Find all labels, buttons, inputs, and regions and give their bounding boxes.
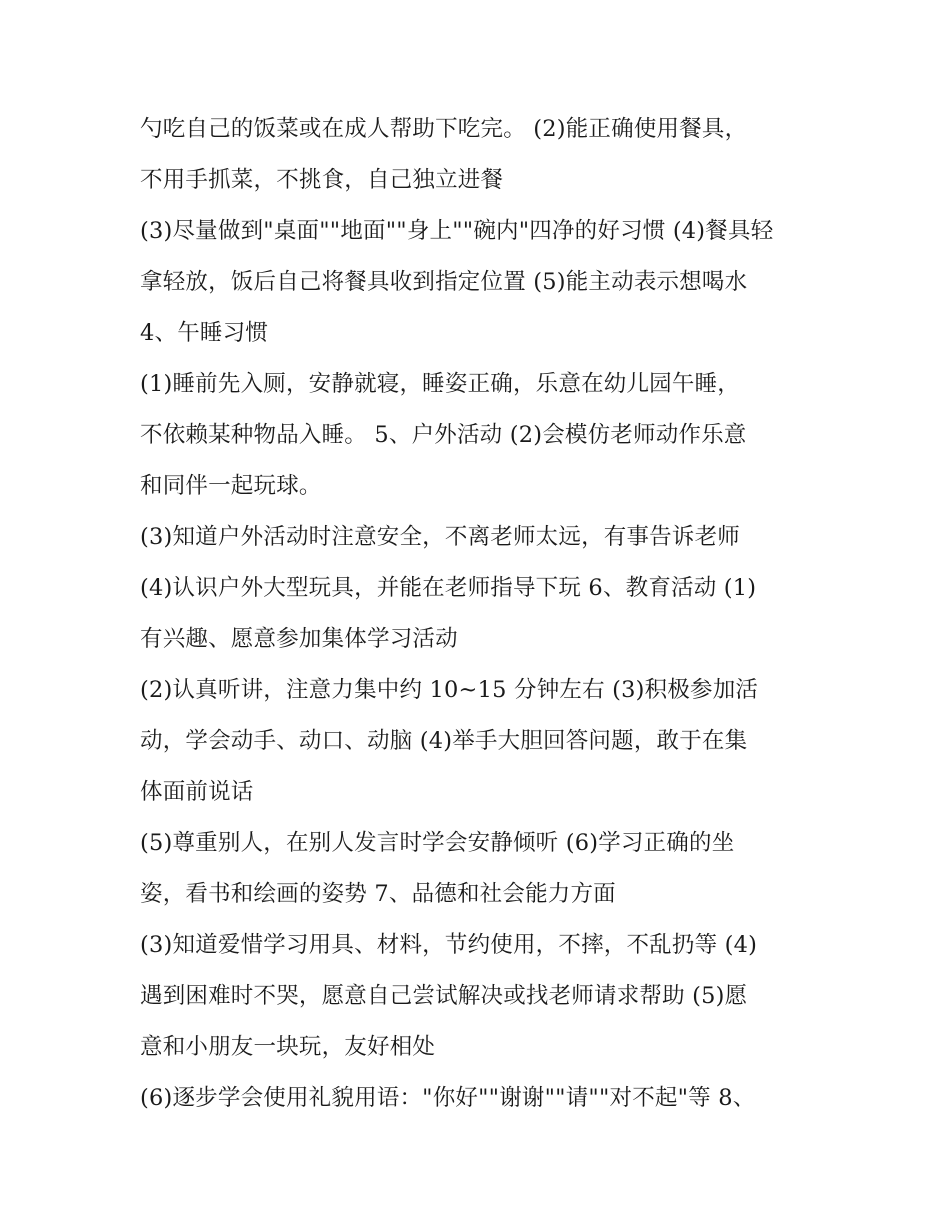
text-line: (3)尽量做到"桌面""地面""身上""碗内"四净的好习惯 (4)餐具轻 xyxy=(140,218,774,244)
text-line: 不依赖某种物品入睡。 5、户外活动 (2)会模仿老师动作乐意 xyxy=(140,422,747,448)
text-line: 和同伴一起玩球。 xyxy=(140,473,322,499)
text-line: (4)认识户外大型玩具，并能在老师指导下玩 6、教育活动 (1) xyxy=(140,575,757,601)
text-line: 体面前说话 xyxy=(140,779,254,805)
text-line: 遇到困难时不哭，愿意自己尝试解决或找老师请求帮助 (5)愿 xyxy=(140,983,748,1009)
text-line: 拿轻放，饭后自己将餐具收到指定位置 (5)能主动表示想喝水 xyxy=(140,269,748,295)
text-line: (3)知道爱惜学习用具、材料，节约使用，不摔，不乱扔等 (4) xyxy=(140,932,758,958)
text-line: 姿，看书和绘画的姿势 7、品德和社会能力方面 xyxy=(140,881,616,907)
text-line: 有兴趣、愿意参加集体学习活动 xyxy=(140,626,458,652)
text-line: (1)睡前先入厕，安静就寝，睡姿正确，乐意在幼儿园午睡， xyxy=(140,371,740,397)
text-line: 勺吃自己的饭菜或在成人帮助下吃完。 (2)能正确使用餐具， xyxy=(140,116,748,142)
section-heading: 4、午睡习惯 xyxy=(140,320,269,346)
text-line: (2)认真听讲，注意力集中约 10~15 分钟左右 (3)积极参加活 xyxy=(140,677,759,703)
text-line: (3)知道户外活动时注意安全，不离老师太远，有事告诉老师 xyxy=(140,524,740,550)
document-body xyxy=(140,104,820,1124)
text-line: 不用手抓菜，不挑食，自己独立进餐 xyxy=(140,167,504,193)
text-line: (6)逐步学会使用礼貌用语："你好""谢谢""请""对不起"等 8、 xyxy=(140,1085,756,1111)
text-line: 动，学会动手、动口、动脑 (4)举手大胆回答问题，敢于在集 xyxy=(140,728,748,754)
text-line: 意和小朋友一块玩，友好相处 xyxy=(140,1034,436,1060)
text-line: (5)尊重别人，在别人发言时学会安静倾听 (6)学习正确的坐 xyxy=(140,830,735,856)
